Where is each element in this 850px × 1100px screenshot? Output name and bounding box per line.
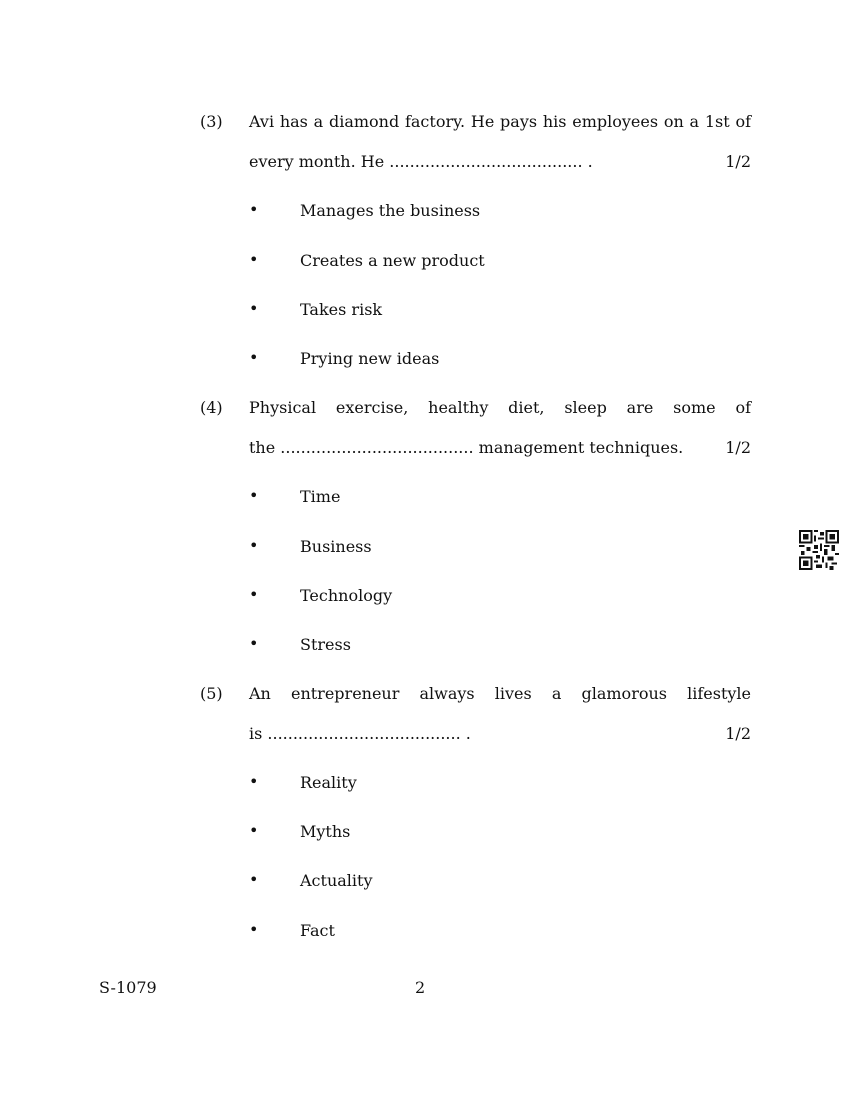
option-text: Time — [300, 487, 341, 506]
question-number: (4) — [200, 398, 223, 417]
bullet-icon: • — [249, 536, 259, 555]
question-marks: 1/2 — [725, 724, 751, 743]
bullet-icon: • — [249, 250, 259, 269]
bullet-icon: • — [249, 920, 259, 939]
option-text: Reality — [300, 773, 357, 792]
question-text-line-2: every month. He ...................................... . — [249, 152, 593, 171]
bullet-icon: • — [249, 772, 259, 791]
option-text: Stress — [300, 635, 351, 654]
question-text-line-1: An entrepreneur always lives a glamorous lifestyle — [249, 684, 751, 703]
option-text: Creates a new product — [300, 251, 485, 270]
page-number: 2 — [415, 978, 426, 997]
option-text: Myths — [300, 822, 351, 841]
question-marks: 1/2 — [725, 152, 751, 171]
option-text: Prying new ideas — [300, 349, 440, 368]
bullet-icon: • — [249, 200, 259, 219]
question-number: (5) — [200, 684, 223, 703]
qr-code-icon — [799, 530, 839, 570]
question-text-line-1: Avi has a diamond factory. He pays his employees on a 1st of — [249, 112, 751, 131]
option-text: Manages the business — [300, 201, 481, 220]
question-text-line-2: the ...................................... management techniques. — [249, 438, 684, 457]
option-text: Business — [300, 537, 372, 556]
bullet-icon: • — [249, 585, 259, 604]
question-marks: 1/2 — [725, 438, 751, 457]
bullet-icon: • — [249, 348, 259, 367]
question-number: (3) — [200, 112, 223, 131]
paper-code: S-1079 — [99, 978, 157, 997]
bullet-icon: • — [249, 870, 259, 889]
option-text: Takes risk — [300, 300, 383, 319]
option-text: Technology — [300, 586, 393, 605]
bullet-icon: • — [249, 634, 259, 653]
option-text: Actuality — [300, 871, 373, 890]
bullet-icon: • — [249, 299, 259, 318]
question-text-line-1: Physical exercise, healthy diet, sleep are some of — [249, 398, 751, 417]
option-text: Fact — [300, 921, 335, 940]
bullet-icon: • — [249, 821, 259, 840]
bullet-icon: • — [249, 486, 259, 505]
question-text-line-2: is ...................................... . — [249, 724, 471, 743]
